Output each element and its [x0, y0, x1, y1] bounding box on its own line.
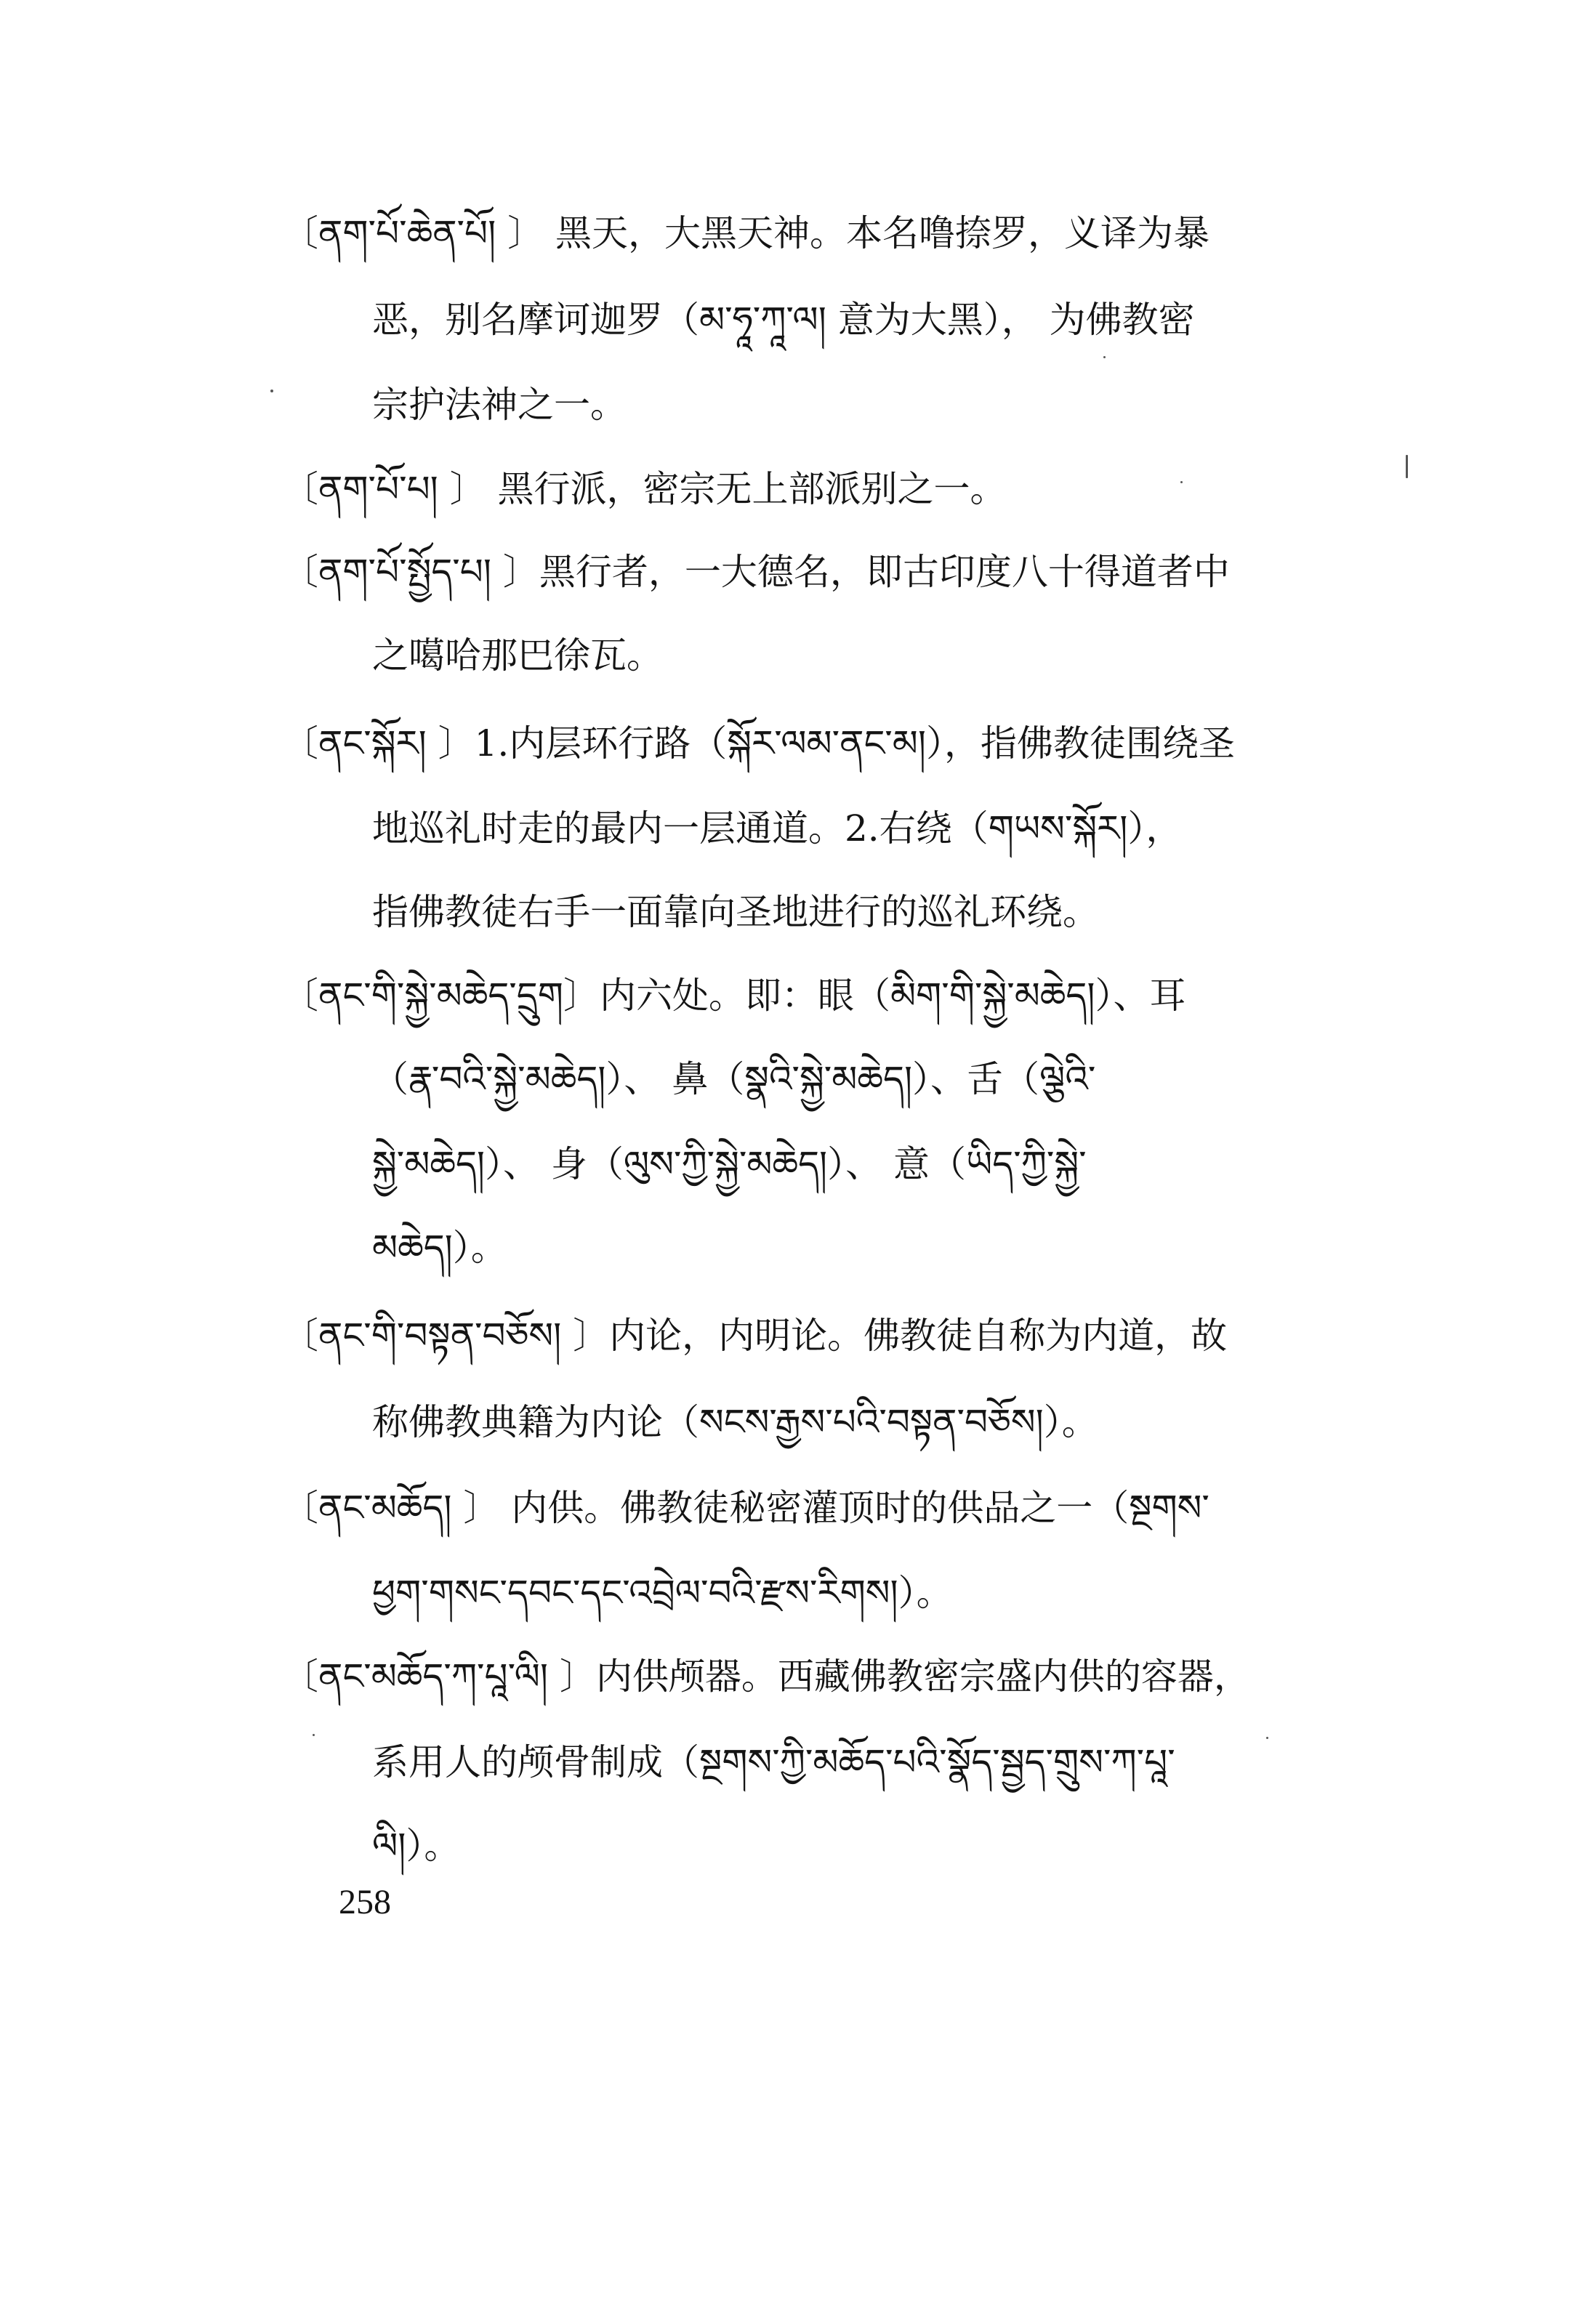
- scan-speck: [1180, 481, 1183, 483]
- entry-inner-offering-line-2: ཕྱག་གསང་དབང་དང་འབྲེལ་བའི་རྫས་རིགས།）。: [372, 1572, 953, 1614]
- entry-kapala-line-1: 〔ནང་མཆོད་ཀ་པཱ་ལི། 〕内供颅器。西藏佛教密宗盛内供的容器，: [282, 1655, 1250, 1698]
- entry-inner-treatise-line-2: 称佛教典籍为内论（སངས་རྒྱས་པའི་བསྟན་བཅོས།）。: [372, 1401, 1098, 1443]
- entry-nangkor-line-3: 指佛教徒右手一面靠向圣地进行的巡礼环绕。: [372, 891, 1099, 933]
- entry-inner-offering-line-1: 〔ནང་མཆོད། 〕 内供。佛教徒秘密灌顶时的供品之一（སྔགས་: [282, 1487, 1209, 1529]
- entry-nagpo-chopa-line-1: 〔ནག་པོ་སྤྱོད་པ། 〕黑行者，一大德名，即古印度八十得道者中: [282, 551, 1230, 593]
- entry-six-inner-ayatanas-line-2: （རྣ་བའི་སྐྱེ་མཆེད།）、 鼻（སྣའི་སྐྱེ་མཆེད།）、舌（ལྕེའི་: [372, 1058, 1096, 1100]
- scan-speck: [313, 1734, 315, 1736]
- entry-nangkor-line-1: 〔ནང་སྐོར། 〕1.内层环行路（སྐོར་ལམ་ནང་མ།），指佛教徒围绕圣: [282, 722, 1235, 764]
- entry-six-inner-ayatanas-line-4: མཆེད།）。: [372, 1227, 507, 1269]
- entry-six-inner-ayatanas-line-3: སྐྱེ་མཆེད།）、 身（ལུས་ཀྱི་སྐྱེ་མཆེད།）、 意（ཡིད་ཀྱི་སྐྱེ་: [372, 1143, 1087, 1185]
- entry-nangkor-line-2: 地巡礼时走的最内一层通道。2.右绕（གཡས་སྐོར།），: [372, 807, 1183, 850]
- entry-six-inner-ayatanas-line-1: 〔ནང་གི་སྐྱེ་མཆེད་དྲུག〕内六处。即：眼（མིག་གི་སྐྱེ་མཆེད།）、耳: [282, 975, 1186, 1017]
- entry-nagpo-chenpo-line-3: 宗护法神之一。: [372, 384, 627, 426]
- page-number: 258: [339, 1883, 391, 1921]
- entry-inner-treatise-line-1: 〔ནང་གི་བསྟན་བཅོས། 〕内论，内明论。佛教徒自称为内道，故: [282, 1315, 1228, 1357]
- entry-kapala-line-3: ལི།）。: [372, 1825, 461, 1867]
- entry-nagpo-chenpo-line-1: 〔ནག་པོ་ཆེན་པོ། 〕 黑天，大黑天神。本名噜捺罗，义译为暴: [282, 212, 1209, 254]
- entry-nagpo-chopa-line-2: 之噶哈那巴徐瓦。: [372, 634, 663, 677]
- entry-kapala-line-2: 系用人的颅骨制成（སྔགས་ཀྱི་མཆོད་པའི་སྣོད་སྦྱད་གྲུས་ཀ་པཱ་: [372, 1741, 1175, 1783]
- scan-mark: [1406, 455, 1408, 478]
- scan-speck: [270, 390, 273, 392]
- entry-nagpopa-line-1: 〔ནག་པོ་པ། 〕 黑行派，密宗无上部派别之一。: [282, 468, 1007, 510]
- scan-speck: [1103, 356, 1106, 358]
- entry-nagpo-chenpo-line-2: 恶，别名摩诃迦罗（མ་ཧཱ་ཀཱ་ལ། 意为大黑）， 为佛教密: [372, 299, 1195, 341]
- scan-speck: [1266, 1737, 1268, 1739]
